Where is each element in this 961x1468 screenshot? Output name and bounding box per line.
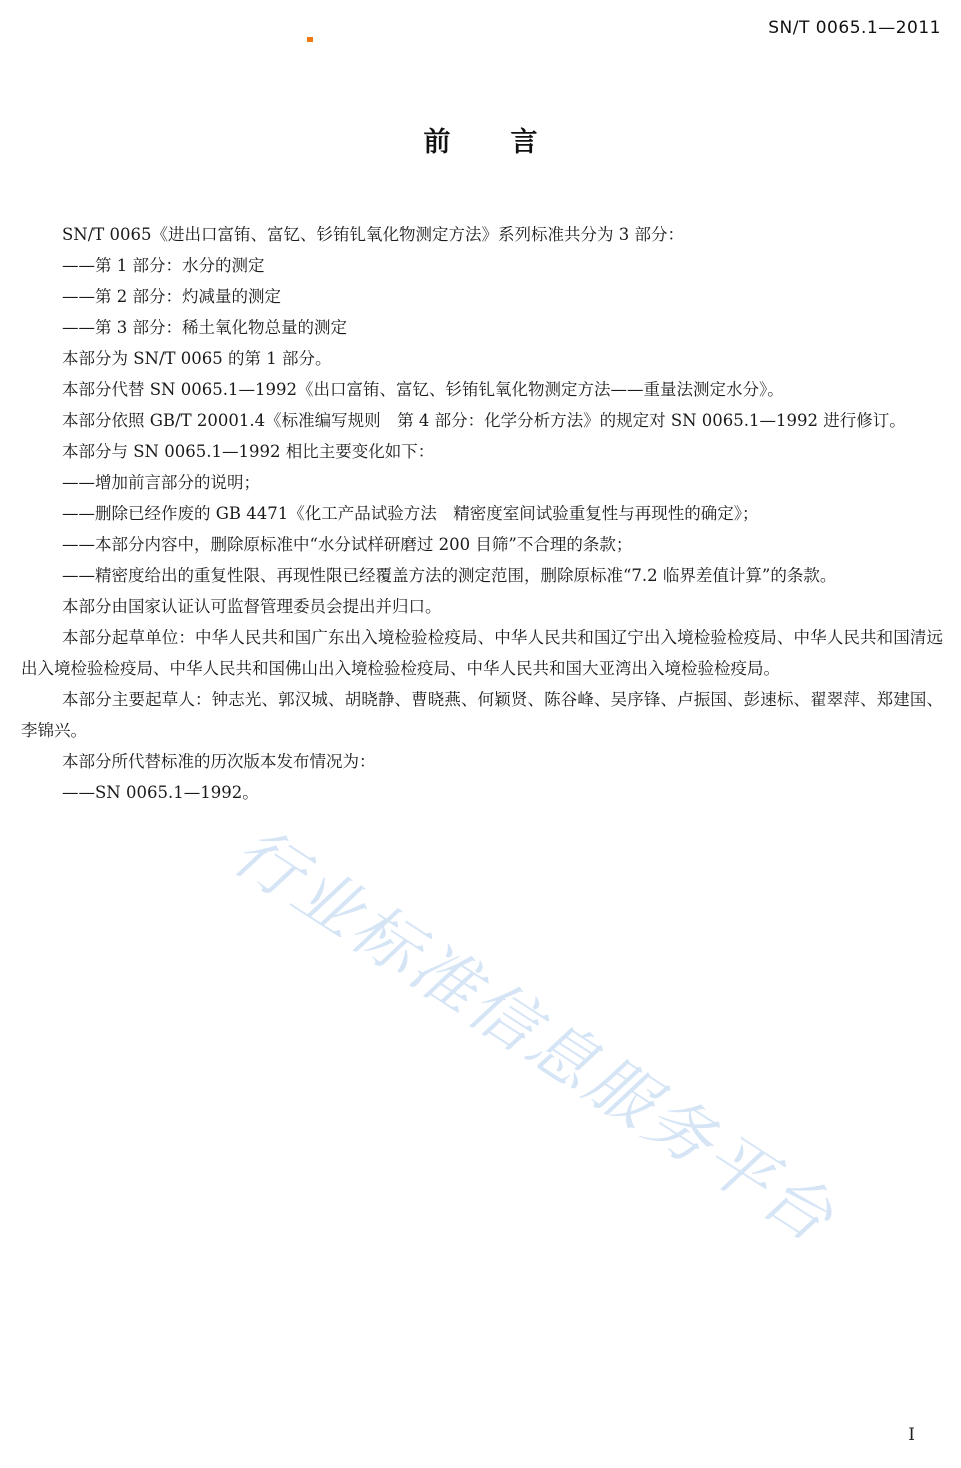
page-number: I — [908, 1425, 915, 1445]
list-item-part-3: ——第 3 部分：稀土氧化物总量的测定 — [62, 318, 347, 337]
paragraph-replaces: 本部分代替 SN 0065.1—1992《出口富铕、富钇、钐铕钆氧化物测定方法——重量法测定水分》。 — [62, 380, 784, 399]
paragraph-this-part: 本部分为 SN/T 0065 的第 1 部分。 — [62, 349, 332, 368]
title-char-1: 前 — [423, 127, 451, 158]
orange-mark — [307, 37, 313, 42]
paragraph-revision-basis: 本部分依照 GB/T 20001.4《标准编写规则 第 4 部分：化学分析方法》的规定对 SN 0065.1—1992 进行修订。 — [62, 411, 906, 430]
list-item-part-2: ——第 2 部分：灼减量的测定 — [62, 287, 281, 306]
list-item-part-1: ——第 1 部分：水分的测定 — [62, 256, 265, 275]
foreword-body — [21, 219, 943, 808]
list-item-change-1: ——增加前言部分的说明； — [62, 473, 260, 492]
paragraph-drafting-units: 本部分起草单位：中华人民共和国广东出入境检验检疫局、中华人民共和国辽宁出入境检验检疫局、中华人民共和国清远出入境检验检疫局、中华人民共和国佛山出入境检验检疫局、中华人民共和国大亚湾出入境检验检疫局。 — [21, 628, 943, 678]
title-char-2: 言 — [510, 127, 538, 158]
list-item-change-3: ——本部分内容中，删除原标准中“水分试样研磨过 200 目筛”不合理的条款； — [62, 535, 633, 554]
paragraph-proposed-by: 本部分由国家认证认可监督管理委员会提出并归口。 — [62, 597, 442, 616]
standard-number: SN/T 0065.1—2011 — [768, 18, 941, 38]
paragraph-series: SN/T 0065《进出口富铕、富钇、钐铕钆氧化物测定方法》系列标准共分为 3 部分： — [62, 225, 685, 244]
paragraph-changes-intro: 本部分与 SN 0065.1—1992 相比主要变化如下： — [62, 442, 435, 461]
paragraph-drafters: 本部分主要起草人：钟志光、郭汉城、胡晓静、曹晓燕、何颖贤、陈谷峰、吴序锋、卢振国、彭速标、翟翠萍、郑建国、李锦兴。 — [21, 690, 943, 740]
list-item-change-2: ——删除已经作废的 GB 4471《化工产品试验方法 精密度室间试验重复性与再现性的确定》； — [62, 504, 759, 523]
watermark: 行业标准信息服务平台 — [219, 812, 849, 1259]
paragraph-history: 本部分所代替标准的历次版本发布情况为： — [62, 752, 376, 771]
list-item-change-4: ——精密度给出的重复性限、再现性限已经覆盖方法的测定范围，删除原标准“7.2 临界差值计算”的条款。 — [62, 566, 837, 585]
list-item-history-1: ——SN 0065.1—1992。 — [62, 783, 259, 802]
page-title — [0, 120, 961, 159]
